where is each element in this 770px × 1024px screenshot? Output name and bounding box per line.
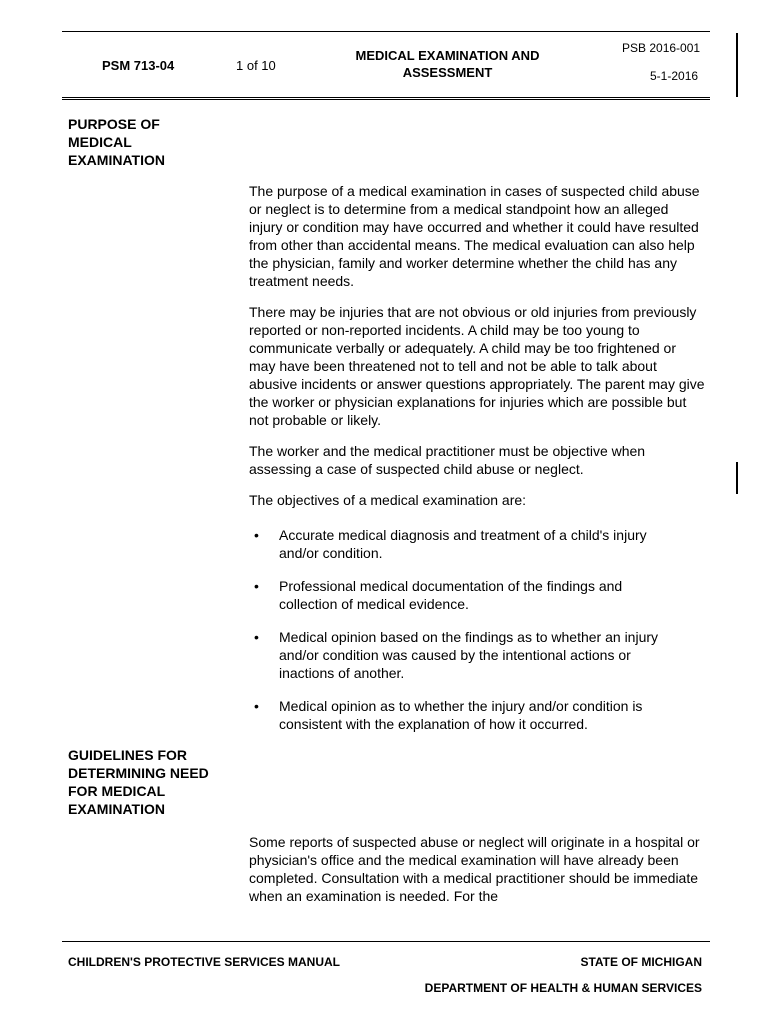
list-item-text: Accurate medical diagnosis and treatment of a child's injury and/or condition. bbox=[279, 527, 647, 561]
section-heading-purpose: PURPOSE OF MEDICAL EXAMINATION bbox=[68, 116, 165, 168]
footer-manual-name: CHILDREN'S PROTECTIVE SERVICES MANUAL bbox=[68, 955, 340, 969]
header-bottom-rule bbox=[62, 97, 710, 100]
footer-rule bbox=[62, 941, 710, 942]
bullet-icon: • bbox=[254, 698, 259, 714]
bulletin-number: PSB 2016-001 bbox=[622, 41, 701, 55]
header-top-rule bbox=[62, 31, 710, 32]
paragraph-purpose: The purpose of a medical examination in cases of suspected child abuse or neglect is to determine from a medical standpoint how an alleged injury or condition may have occurred and whether it could have resulted from other than accidental means. The medical evaluation can also help the physician, family and worker determine whether the child has any treatment needs. bbox=[249, 183, 700, 289]
list-item-text: Professional medical documentation of the findings and collection of medical evidence. bbox=[279, 578, 623, 612]
manual-id: PSM 713-04 bbox=[102, 58, 175, 73]
page-title: MEDICAL EXAMINATION AND ASSESSMENT bbox=[355, 48, 540, 80]
revision-change-bar bbox=[736, 33, 738, 97]
list-item-text: Medical opinion as to whether the injury and/or condition is consistent with the explanation of how it occurred. bbox=[279, 698, 643, 732]
revision-change-bar bbox=[736, 462, 738, 494]
bullet-icon: • bbox=[254, 629, 259, 645]
footer-state: STATE OF MICHIGAN bbox=[580, 955, 702, 969]
bullet-icon: • bbox=[254, 578, 259, 594]
section-heading-guidelines: GUIDELINES FOR DETERMINING NEED FOR MEDICAL EXAMINATION bbox=[68, 747, 209, 817]
page-indicator: 1 of 10 bbox=[236, 58, 276, 73]
paragraph-objectivity: The worker and the medical practitioner must be objective when assessing a case of suspected child abuse or neglect. bbox=[249, 443, 646, 477]
effective-date: 5-1-2016 bbox=[650, 69, 699, 83]
bullet-icon: • bbox=[254, 527, 259, 543]
list-item-text: Medical opinion based on the findings as to whether an injury and/or condition was caused by the intentional actions or inactions of another. bbox=[279, 629, 659, 681]
paragraph-guidelines: Some reports of suspected abuse or neglect will originate in a hospital or physician's office and the medical examination will have already been completed. Consultation with a medical practitioner should be immediate when an examination is needed. For the bbox=[249, 834, 700, 904]
footer-department: DEPARTMENT OF HEALTH & HUMAN SERVICES bbox=[424, 981, 702, 995]
paragraph-objectives-intro: The objectives of a medical examination are: bbox=[249, 492, 527, 508]
paragraph-injuries: There may be injuries that are not obvious or old injuries from previously reported or non-reported incidents. A child may be too young to communicate verbally or adequately. A child may be too frightened or may have been threatened not to tell and not be able to talk about abusive incidents or answer questions appropriately. The parent may give the worker or physician explanations for injuries which are possible but not probable or likely. bbox=[249, 304, 705, 428]
